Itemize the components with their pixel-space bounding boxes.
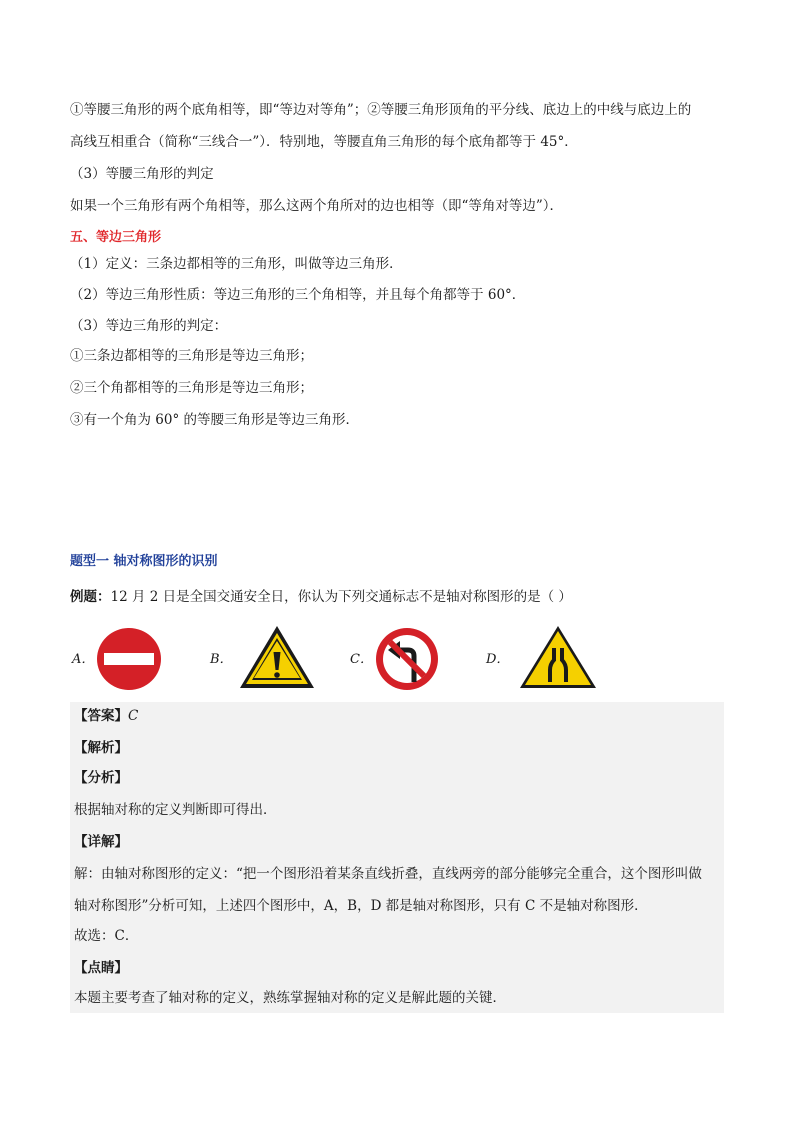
example-text: 12 月 2 日是全国交通安全日，你认为下列交通标志不是轴对称图形的是（ ） (110, 589, 572, 605)
warning-sign-icon (238, 624, 316, 690)
comment-text: 本题主要考查了轴对称的定义，熟练掌握轴对称的定义是解此题的关键． (74, 990, 506, 1006)
breakdown-label: 【分析】 (74, 770, 128, 786)
isosceles-property-line2: 高线互相重合（简称“三线合一”）．特别地，等腰直角三角形的每个底角都等于 45°． (70, 134, 578, 150)
equilateral-criterion-3: ③有一个角为 60° 的等腰三角形是等边三角形． (70, 412, 360, 428)
option-c-label: C． (350, 652, 373, 667)
option-a-label: A． (72, 652, 95, 667)
equilateral-criterion-1: ①三条边都相等的三角形是等边三角形； (70, 348, 313, 364)
example-question (70, 587, 572, 607)
road-narrows-sign-icon (518, 624, 598, 690)
no-left-turn-sign-icon (374, 626, 440, 692)
detail-label: 【详解】 (74, 834, 128, 850)
equilateral-property: （2）等边三角形性质：等边三角形的三个角相等，并且每个角都等于 60°． (70, 287, 526, 303)
comment-label: 【点睛】 (74, 960, 128, 976)
problem-type-heading: 题型一 轴对称图形的识别 (70, 554, 218, 569)
choice-text: 故选：C． (74, 928, 139, 944)
detail-line-1: 解：由轴对称图形的定义：“把一个图形沿着某条直线折叠，直线两旁的部分能够完全重合，这个图形叫做 (74, 866, 702, 882)
example-label: 例题： (70, 589, 111, 605)
option-d-label: D． (486, 652, 510, 667)
answer-row (74, 706, 138, 726)
answer-value: C (128, 708, 139, 724)
section-heading-equilateral: 五、等边三角形 (70, 230, 162, 245)
isosceles-property-line1: ①等腰三角形的两个底角相等，即“等边对等角”；②等腰三角形顶角的平分线、底边上的中线与底边上的 (70, 102, 692, 118)
answer-label: 【答案】 (74, 708, 128, 724)
solution-panel (70, 702, 724, 1013)
option-b-label: B． (210, 652, 233, 667)
detail-line-2: 轴对称图形”分析可知，上述四个图形中，A，B，D 都是轴对称图形，只有 C 不是轴对称图形． (74, 898, 648, 914)
no-entry-sign-icon (96, 627, 162, 691)
isosceles-criteria-text: 如果一个三角形有两个角相等，那么这两个角所对的边也相等（即“等角对等边”）． (70, 198, 564, 214)
equilateral-definition: （1）定义：三条边都相等的三角形，叫做等边三角形． (70, 256, 403, 272)
analysis-label: 【解析】 (74, 740, 128, 756)
isosceles-criteria-title: （3）等腰三角形的判定 (70, 166, 214, 182)
breakdown-text: 根据轴对称的定义判断即可得出． (74, 802, 277, 818)
equilateral-criteria-title: （3）等边三角形的判定： (70, 318, 228, 334)
equilateral-criterion-2: ②三个角都相等的三角形是等边三角形； (70, 380, 313, 396)
